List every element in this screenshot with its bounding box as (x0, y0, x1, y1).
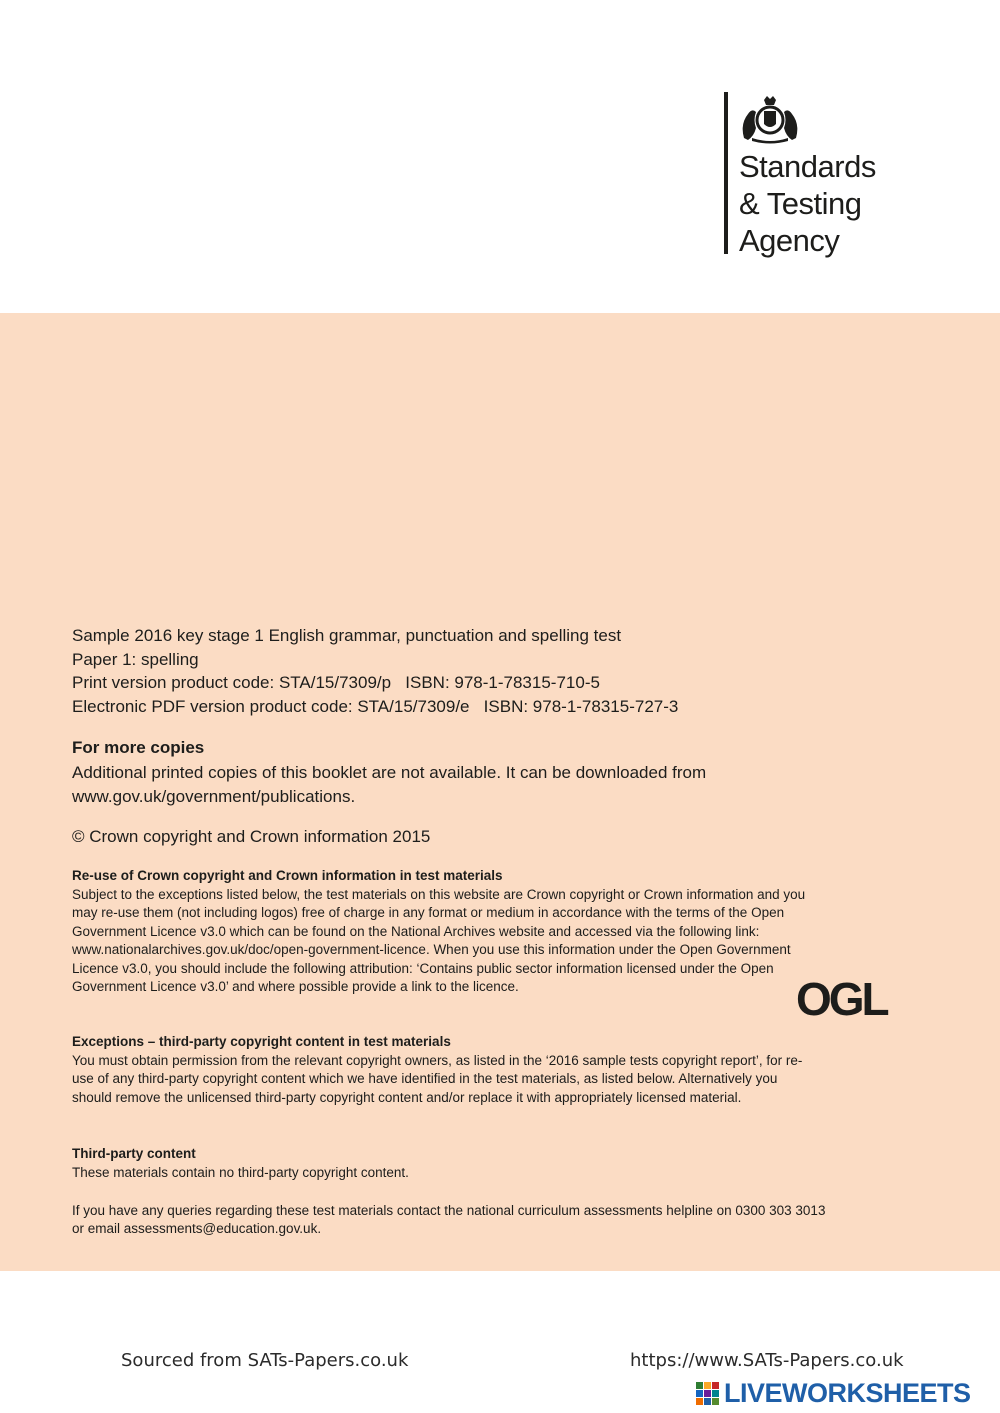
agency-name-line3: Agency (739, 223, 840, 258)
footer-url[interactable]: https://www.SATs-Papers.co.uk (630, 1350, 904, 1371)
exceptions-text: You must obtain permission from the relevant copyright owners, as listed in the ‘2016 sample tests copyright report’, for re-use of any third-party copyright content which we have identified in the test materials, as listed below. Alternatively you should remove the unlicensed third-party copyright content and/or replace it with appropriately licensed material. (72, 1053, 803, 1105)
agency-name-line2: & Testing (739, 186, 862, 221)
footer-source: Sourced from SATs-Papers.co.uk (121, 1350, 409, 1371)
ogl-logo: OGL (796, 973, 887, 1025)
third-party-text: These materials contain no third-party copyright content. (72, 1165, 409, 1180)
test-title: Sample 2016 key stage 1 English grammar, punctuation and spelling test (72, 626, 622, 645)
crown-copyright: © Crown copyright and Crown information 2015 (72, 827, 431, 846)
third-party-heading: Third-party content (72, 1146, 196, 1161)
reuse-text: Subject to the exceptions listed below, the test materials on this website are Crown copyright or Crown information and you may re-use them (not including logos) free of charge in any format or medium in accordance with the terms of the Open Government Licence v3.0 which can be found on the National Archives website and accessed via the following link: www.nationalarchives.gov.uk/doc/open-government-licence. When you use this information under the Open Government Licence v3.0, you should include the following attribution: ‘Contains public sector information licensed under the Open Government Licence v3.0’ and where possible provide a link to the licence. (72, 887, 806, 995)
royal-crest-icon (738, 94, 802, 144)
agency-name-line1: Standards (739, 149, 876, 184)
exceptions-heading: Exceptions – third-party copyright content in test materials (72, 1034, 451, 1049)
print-code: Print version product code: STA/15/7309/p ISBN: 978-1-78315-710-5 (72, 673, 600, 692)
copies-text: Additional printed copies of this booklet are not available. It can be downloaded from www.gov.uk/government/publications. (72, 763, 707, 806)
logo-divider (724, 92, 728, 254)
liveworksheets-text: LIVEWORKSHEETS (724, 1378, 971, 1408)
paper-name: Paper 1: spelling (72, 649, 199, 669)
product-details (72, 624, 678, 718)
liveworksheets-grid-icon (696, 1382, 720, 1406)
queries-text: If you have any queries regarding these test materials contact the national curriculum assessments helpline on 0300 303 3013 or email assessments@education.gov.uk. (72, 1203, 826, 1237)
pdf-code: Electronic PDF version product code: STA/15/7309/e ISBN: 978-1-78315-727-3 (72, 696, 679, 716)
agency-name (739, 148, 876, 259)
reuse-heading: Re-use of Crown copyright and Crown information in test materials (72, 868, 503, 883)
copies-heading: For more copies (72, 738, 205, 757)
